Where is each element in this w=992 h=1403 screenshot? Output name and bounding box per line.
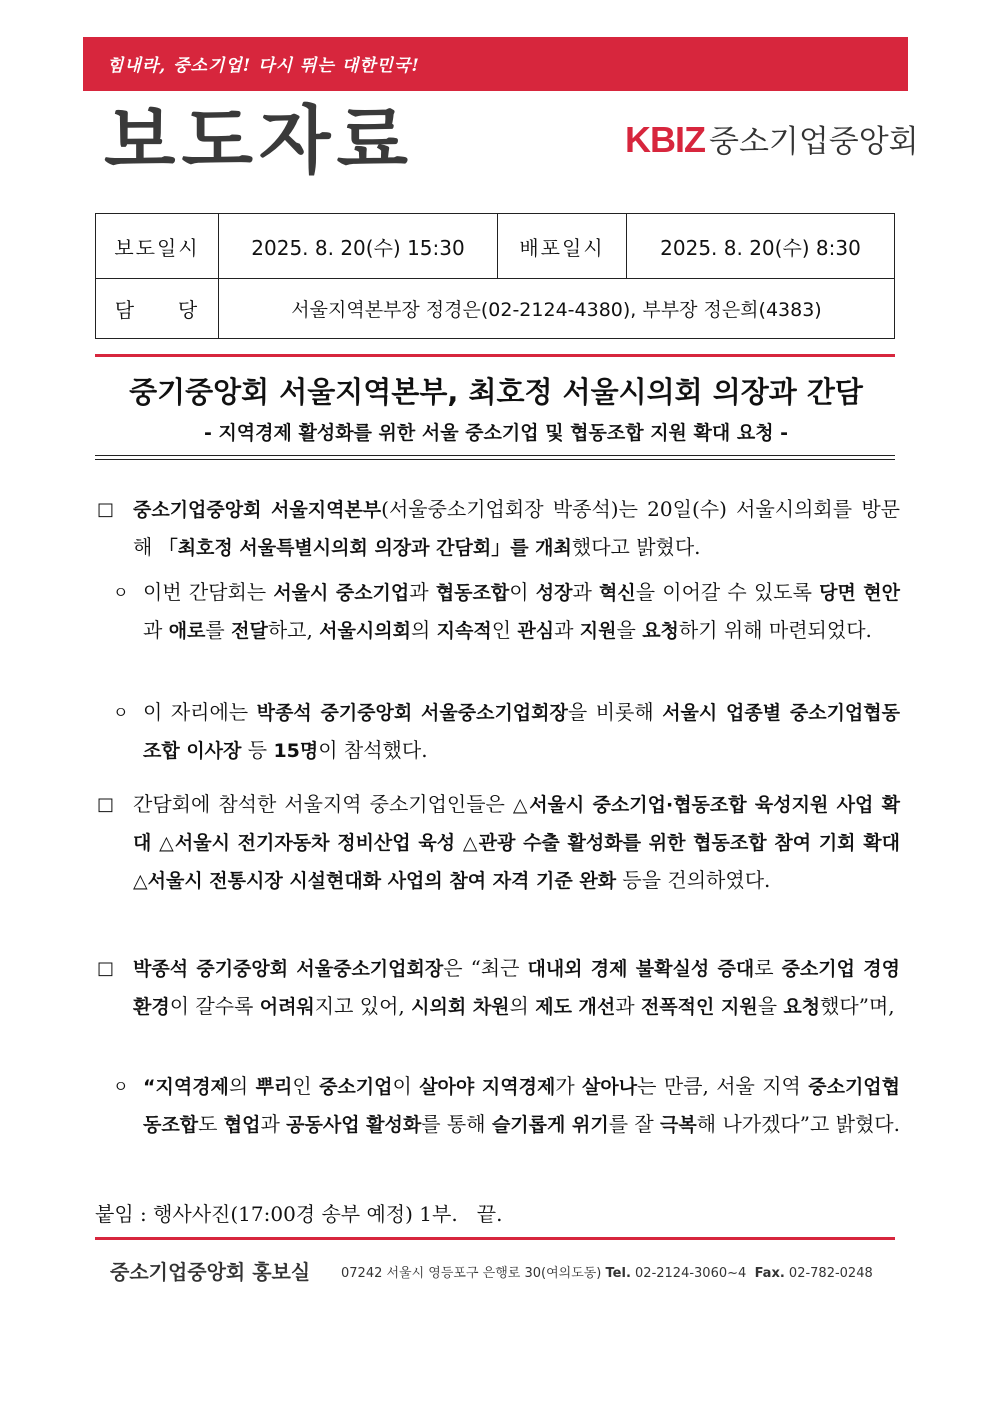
text: 과 — [409, 580, 436, 604]
paragraph-3 — [95, 694, 900, 770]
text: 과 — [615, 994, 641, 1018]
text: 로 — [754, 956, 782, 980]
footer-tel: 02-2124-3060~4 — [635, 1266, 747, 1281]
emphasis: 어려워 — [259, 996, 315, 1018]
footer-fax-label: Fax. — [754, 1266, 785, 1281]
emphasis: 전달 — [231, 620, 268, 642]
text: 등 — [241, 738, 274, 762]
text: 의 — [509, 994, 536, 1018]
text: 하고, — [267, 618, 320, 642]
text: 지고 있어, — [314, 994, 412, 1018]
logo-mark: KBIZ — [625, 119, 705, 160]
emphasis: 박종석 중기중앙회 서울중소기업회장 — [133, 958, 444, 980]
text: 을 — [616, 618, 643, 642]
emphasis: 시의회 차원 — [411, 996, 510, 1018]
text: 를 잘 — [608, 1112, 661, 1136]
slogan-text: 힘내라, 중소기업! 다시 뛰는 대한민국! — [107, 56, 420, 76]
subheadline: - 지역경제 활성화를 위한 서울 중소기업 및 협동조합 지원 확대 요청 - — [203, 422, 789, 444]
emphasis: 요청 — [642, 620, 679, 642]
text: 했다”며, — [820, 994, 895, 1018]
emphasis: 협동조합 — [435, 582, 510, 604]
distribution-date-value: 2025. 8. 20(수) 8:30 — [627, 214, 895, 279]
emphasis: 중소기업협동조합 — [143, 1076, 901, 1136]
emphasis: 공동사업 활성화 — [286, 1114, 422, 1136]
text: 를 통해 — [421, 1112, 492, 1136]
emphasis: 박종석 중기중앙회 서울중소기업회장 — [256, 702, 568, 724]
footer-fax: 02-782-0248 — [788, 1266, 873, 1281]
emphasis: 서울시의회 — [319, 620, 411, 642]
document-title: 보도자료 — [104, 98, 414, 184]
contact-label: 담 당 — [96, 279, 219, 339]
text: 이 자리에는 — [143, 700, 257, 724]
emphasis: 요청 — [783, 996, 821, 1018]
emphasis: 극복 — [660, 1114, 697, 1136]
emphasis: 애로 — [168, 620, 206, 642]
footer-address: 07242 서울시 영등포구 은행로 30(여의도동) — [341, 1266, 602, 1281]
distribution-date-label: 배포일시 — [498, 214, 627, 279]
text: 과 — [572, 580, 600, 604]
footer-contact — [341, 1262, 873, 1281]
text: 해 나가겠다”고 밝혔다. — [696, 1112, 900, 1136]
paragraph-6 — [95, 1068, 900, 1144]
emphasis: 살아나 — [582, 1076, 638, 1098]
emphasis: 뿌리 — [255, 1076, 293, 1098]
headline-bottom-rule-2 — [95, 459, 895, 460]
text: 간담회에 참석한 서울지역 중소기업인들은 — [133, 792, 513, 816]
headline-bottom-rule-1 — [95, 455, 895, 456]
attachment-note: 붙임 : 행사사진(17:00경 송부 예정) 1부. 끝. — [95, 1202, 503, 1226]
emphasis: 지원 — [579, 620, 617, 642]
text: 등을 건의하였다. — [616, 868, 771, 892]
kbiz-logo — [625, 120, 919, 167]
text: (서울중소기업회장 박종석)는 20일(수) 서울시의회를 방문해 — [133, 497, 900, 559]
text: 인 — [491, 618, 518, 642]
logo-name: 중소기업중앙회 — [709, 124, 919, 160]
text: 은 “최근 — [443, 956, 528, 980]
text: 이 갈수록 — [169, 994, 260, 1018]
square-bullet: □ — [97, 499, 115, 520]
emphasis: 관심 — [517, 620, 555, 642]
circle-bullet: ㅇ — [113, 703, 129, 722]
text: 의 — [228, 1074, 256, 1098]
emphasis: 대내외 경제 불확실성 증대 — [527, 958, 755, 980]
emphasis: 서울시 업종별 중소기업협동조합 이사장 — [143, 702, 900, 762]
emphasis: 중소기업중앙회 서울지역본부 — [133, 499, 382, 521]
text: 이 참석했다. — [318, 738, 428, 762]
headline-top-rule — [95, 354, 895, 357]
contact-value: 서울지역본부장 정경은(02-2124-4380), 부부장 정은희(4383) — [219, 279, 895, 339]
paragraph-2 — [95, 574, 900, 650]
footer-rule — [95, 1237, 895, 1240]
text: 이 — [509, 580, 536, 604]
text: 과 — [260, 1112, 287, 1136]
text: 이번 간담회는 — [143, 580, 274, 604]
release-info-table — [95, 213, 895, 339]
emphasis: 중소기업 경영환경 — [133, 958, 900, 1018]
text: 도 — [198, 1112, 224, 1136]
text: 과 — [143, 618, 169, 642]
paragraph-4 — [95, 786, 900, 900]
emphasis: 15명 — [273, 740, 319, 762]
emphasis: 중소기업 — [319, 1076, 393, 1098]
text: 의 — [410, 618, 437, 642]
emphasis: 「최호정 서울특별시의회 의장과 간담회」를 개최 — [158, 537, 572, 559]
circle-bullet: ㅇ — [113, 583, 129, 602]
emphasis: 협업 — [223, 1114, 261, 1136]
text: 이 — [392, 1074, 420, 1098]
text: 과 — [554, 618, 580, 642]
text: 했다고 밝혔다. — [571, 535, 701, 559]
emphasis: 제도 개선 — [535, 996, 616, 1018]
text: 가 — [555, 1074, 583, 1098]
paragraph-1 — [95, 491, 900, 567]
text: 를 — [205, 618, 232, 642]
release-date-label: 보도일시 — [96, 214, 219, 279]
text: 을 이어갈 수 있도록 — [635, 580, 820, 604]
emphasis: 슬기롭게 위기 — [491, 1114, 609, 1136]
headline: 중기중앙회 서울지역본부, 최호정 서울시의회 의장과 간담 — [129, 375, 863, 409]
release-date-value: 2025. 8. 20(수) 15:30 — [219, 214, 498, 279]
square-bullet: □ — [97, 958, 115, 979]
text: 는 만큼, 서울 지역 — [637, 1074, 809, 1098]
emphasis: △서울시 중소기업·협동조합 육성지원 사업 확대 △서울시 전기자동차 정비산업 육성 △관광 수출 활성화를 위한 협동조합 참여 기회 확대 △서울시 전통시장 시설현대화 사업의 참여 자격 기준 완화 — [133, 794, 900, 892]
emphasis: 성장 — [535, 582, 573, 604]
footer-tel-label: Tel. — [605, 1266, 631, 1281]
slogan-banner — [83, 37, 908, 91]
square-bullet: □ — [97, 794, 115, 815]
emphasis: 전폭적인 지원 — [640, 996, 758, 1018]
emphasis: 살아야 지역경제 — [419, 1076, 556, 1098]
emphasis: 지속적 — [436, 620, 492, 642]
circle-bullet: ㅇ — [113, 1077, 129, 1096]
emphasis: “지역경제 — [143, 1076, 229, 1098]
paragraph-5 — [95, 950, 900, 1026]
footer-org: 중소기업중앙회 홍보실 — [110, 1260, 311, 1284]
text: 을 비롯해 — [567, 700, 663, 724]
emphasis: 혁신 — [599, 582, 636, 604]
emphasis: 서울시 중소기업 — [273, 582, 410, 604]
text: 하기 위해 마련되었다. — [678, 618, 872, 642]
emphasis: 당면 현안 — [819, 582, 901, 604]
text: 을 — [757, 994, 784, 1018]
text: 인 — [292, 1074, 320, 1098]
